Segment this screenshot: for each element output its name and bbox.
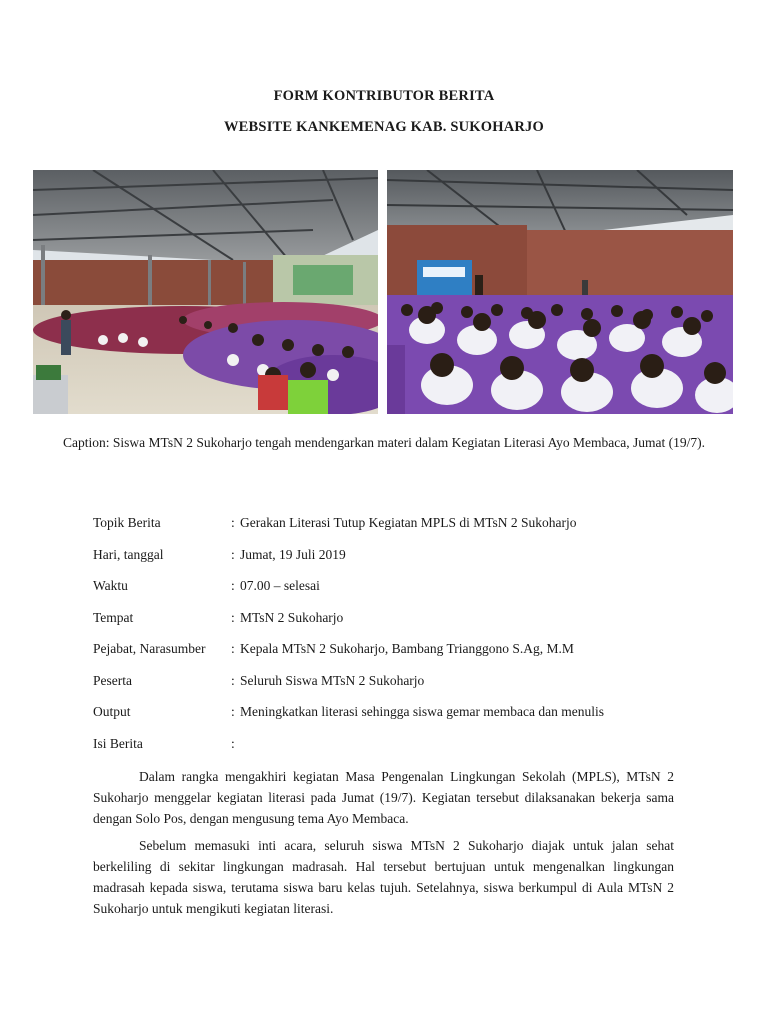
website-title: WEBSITE KANKEMENAG KAB. SUKOHARJO <box>223 119 544 135</box>
field-value: Jumat, 19 Juli 2019 <box>240 546 346 562</box>
field-value: 07.00 – selesai <box>240 578 320 593</box>
photo-caption: Caption: Siswa MTsN 2 Sukoharjo tengah mendengarkan materi dalam Kegiatan Literasi Ayo Membaca, Jumat (19/7). <box>63 435 705 450</box>
field-label: Tempat <box>93 609 134 625</box>
field-value: MTsN 2 Sukoharjo <box>240 609 344 625</box>
field-colon: : <box>231 735 235 751</box>
field-label: Pejabat, Narasumber <box>93 641 206 656</box>
field-value: Meningkatkan literasi sehingga siswa gemar membaca dan menulis <box>240 704 605 719</box>
field-label: Isi Berita <box>93 735 143 751</box>
body-paragraph: Sebelum memasuki inti acara, seluruh siswa MTsN 2 Sukoharjo diajak untuk jalan sehat berkeliling di sekitar lingkungan madrasah. Hal tersebut bertujuan untuk mengenalkan lingkungan madrasah kepada siswa, terutama siswa baru kelas tujuh. Setelahnya, siswa berkumpul di Aula MTsN 2 Sukoharjo untuk mengikuti kegiatan literasi. <box>93 838 674 916</box>
field-colon: : <box>231 641 235 656</box>
field-label: Waktu <box>93 578 128 593</box>
field-value: Gerakan Literasi Tutup Kegiatan MPLS di MTsN 2 Sukoharjo <box>240 515 577 530</box>
event-photo-right <box>387 170 733 414</box>
field-value: Seluruh Siswa MTsN 2 Sukoharjo <box>240 672 425 688</box>
field-colon: : <box>231 609 235 625</box>
field-colon: : <box>231 546 235 562</box>
field-label: Output <box>93 704 131 719</box>
field-label: Hari, tanggal <box>93 546 164 562</box>
field-colon: : <box>231 704 235 719</box>
body-paragraph: Dalam rangka mengakhiri kegiatan Masa Pengenalan Lingkungan Sekolah (MPLS), MTsN 2 Sukoharjo menggelar kegiatan literasi pada Jumat (19/7). Kegiatan tersebut dilaksanakan bekerja sama dengan Solo Pos, dengan mengusung tema Ayo Membaca. <box>93 769 674 826</box>
field-colon: : <box>231 578 235 593</box>
event-photo-left <box>33 170 378 414</box>
field-value: Kepala MTsN 2 Sukoharjo, Bambang Trianggono S.Ag, M.M <box>240 641 574 656</box>
field-label: Peserta <box>93 672 132 688</box>
field-colon: : <box>231 515 235 530</box>
field-label: Topik Berita <box>93 515 161 530</box>
field-colon: : <box>231 672 235 688</box>
form-title: FORM KONTRIBUTOR BERITA <box>273 88 495 104</box>
